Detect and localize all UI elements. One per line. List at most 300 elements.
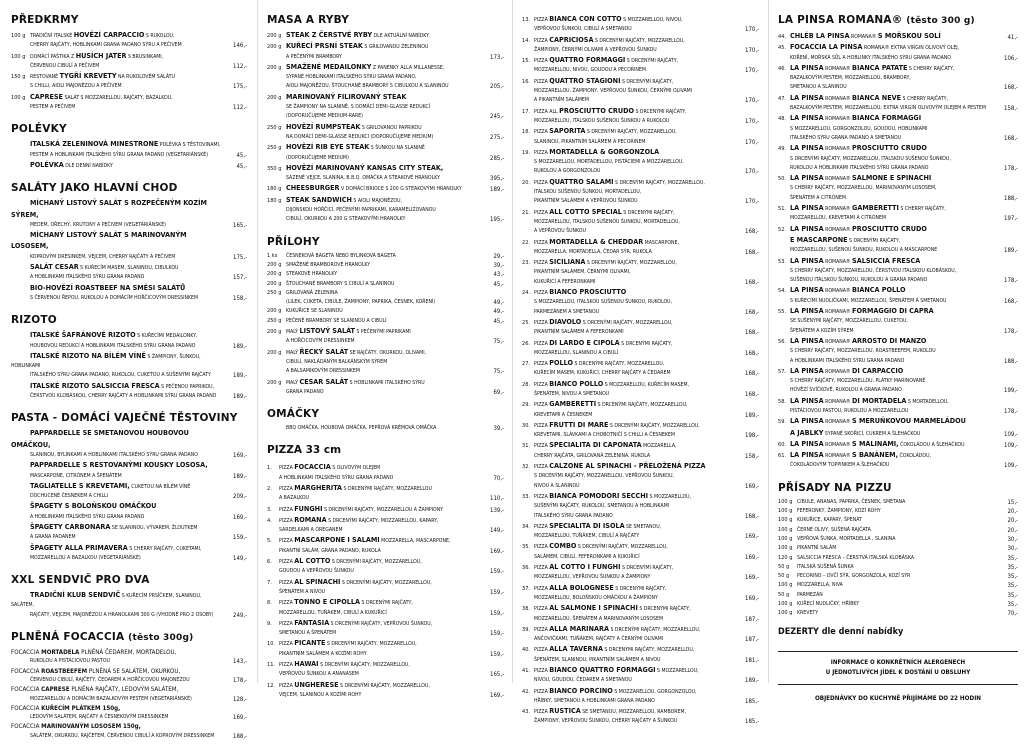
pizza-line (778, 143, 1018, 154)
item-name: ITALSKÉ ŠAFRÁNOVÉ RIZOTO (30, 330, 136, 340)
pizza-description: S OLIVOVÝM OLEJEM (330, 465, 381, 472)
pizza-line (778, 214, 1018, 223)
menu-item-line (11, 685, 247, 694)
section-gap (11, 171, 247, 182)
pizza-number: 47. (778, 95, 787, 102)
pizza-number: 20. (522, 179, 531, 186)
item-price: 189,- (233, 372, 247, 380)
pizza-line (522, 257, 759, 268)
item-description: FOCACCIA (11, 686, 42, 694)
pizza-description: S DRCENÝMI RAJČATY, MOZZARELLOU, ITALSKOU SUŠENOU ŠUNKOU, (790, 155, 951, 162)
item-name: TYGŘÍ KREVETY (59, 71, 117, 81)
item-description: FOCACCIA (11, 704, 42, 712)
item-price: 205,- (490, 83, 504, 91)
pizza-line (522, 553, 759, 562)
item-price: 169,- (233, 451, 247, 459)
menu-item-line (11, 522, 247, 533)
item-description: MEDEM, OŘECHY, KRUTONY A PEČIVEM (VEGETARIÁNSKÉ) (30, 221, 166, 228)
menu-item-line (11, 92, 247, 103)
pizza-description: MOZZARELLOU, NIVOU, GOUDOU A PECORINEM (534, 67, 646, 74)
pizza-description: MOZZARELLOU, ITALSKOU SUŠENOU ŠUNKOU, MORTADELLOU, (534, 218, 680, 225)
item-description: SÁZENÉ VEJCE, SLANINA, B.B.Q. OMÁČKA A STEAKOVÉ HRANOLKY (286, 175, 440, 182)
pizza-line (778, 416, 1018, 427)
pizza-description: SUŠENOU ITALSKOU ŠUNKOU, RUKOLOU A GRANA PADANO (790, 277, 928, 284)
pizza-prefix: PIZZA (534, 709, 550, 716)
item-price: 159,- (233, 534, 247, 542)
pizza-line (522, 635, 759, 644)
item-quantity: 100 g (11, 94, 26, 101)
item-description: DOMÁCÍ PAŠTIKA Z (30, 53, 76, 60)
pizza-number: 19. (522, 149, 531, 156)
pizza-description: ROMANA® (823, 398, 853, 405)
pizza-prefix: PIZZA (279, 465, 295, 472)
pizza-line (522, 472, 759, 481)
pizza-number: 4. (267, 517, 272, 524)
pizza-description: ROMANA® (823, 226, 853, 233)
menu-item-line (267, 347, 504, 358)
pizza-description: ROMANA® (823, 288, 853, 295)
desserts-note: DEZERTY dle denní nabídky (778, 626, 904, 637)
pizza-line (267, 577, 504, 588)
pizza-price: 168,- (1004, 134, 1018, 142)
pizza-price: 168,- (1004, 297, 1018, 305)
item-description: SALÁT S MOZZARELLOU, RAJČATY, BAZALKOU, (62, 94, 173, 101)
pizza-description: NIVOU, GOUDOU, ČEDAREM A SMETANOU (534, 677, 632, 684)
item-price: 165,- (233, 221, 247, 229)
pizza-price: 168,- (745, 390, 759, 398)
pizza-price: 188,- (1004, 194, 1018, 202)
menu-item-line (778, 581, 1018, 590)
item-description: PLNĚNÁ RAJČATY, LEDOVÝM SALÁTEM, (69, 686, 179, 694)
pizza-name: BIANCA POMODORI SECCHI (549, 490, 649, 500)
pizza-prefix: PIZZA (534, 626, 550, 633)
pizza-line (778, 386, 1018, 395)
pizza-number: 13. (522, 17, 531, 23)
pizza-description: A VEPŘOVOU ŠUNKOU (534, 228, 586, 235)
menu-item-line (11, 657, 247, 666)
column-divider (768, 0, 769, 683)
pizza-line (778, 347, 1018, 356)
item-price: 75,- (493, 368, 504, 376)
menu-item-line (11, 648, 247, 657)
pizza-description: S CHERRY RAJČATY, MOZZARELLOU, PLÁTKY MARINOVANÉ (790, 378, 926, 385)
pizza-number: 42. (522, 688, 531, 695)
menu-item-line (11, 160, 247, 171)
item-price: 39,- (493, 261, 504, 269)
pizza-prefix: PIZZA (534, 544, 550, 551)
pizza-prefix: PIZZA (534, 606, 550, 613)
menu-item-line (11, 392, 247, 401)
item-price: 35,- (1007, 563, 1018, 571)
pizza-number: 15. (522, 58, 531, 65)
menu-item-line (267, 317, 504, 326)
menu-item-line (778, 554, 1018, 563)
pizza-prefix: PIZZA (279, 506, 295, 513)
pizza-line (522, 379, 759, 390)
pizza-description: S DRCENÝMI RAJČATY, (360, 600, 413, 607)
item-name: HOVĚZÍ RIB EYE STEAK (286, 142, 370, 152)
item-description: AIOLI MAJONÉZOU, ŠTOUCHANÉ BRAMBORY S CIBULKOU A SLANINOU (286, 83, 449, 90)
menu-item-line (267, 307, 504, 316)
pizza-line (778, 428, 1018, 439)
pizza-name: PROSCIUTTO CRUDO (852, 223, 927, 233)
pizza-line (778, 439, 1018, 450)
pizza-number: 3. (267, 506, 272, 513)
pizza-description: ŽAMPIONY, ČERNÝMI OLIVAMI A VEPŘOVOU ŠUNKOU (534, 46, 657, 53)
item-description: KUŘECÍ NUDLIČKY, HŘÍBKY (797, 601, 860, 608)
pizza-number: 9. (267, 620, 272, 627)
pizza-name: QUATTRO SALAMI (549, 176, 614, 186)
pizza-price: 168,- (745, 512, 759, 520)
section-title-text: MASA A RYBY (267, 14, 350, 26)
pizza-price: 170,- (745, 46, 759, 54)
pizza-description: S CHERRY RAJČATY, (901, 95, 949, 102)
item-quantity: 100 g (778, 601, 793, 608)
pizza-prefix: PIZZA (534, 585, 550, 592)
pizza-line (522, 594, 759, 603)
pizza-line (778, 134, 1018, 143)
pizza-name: MORTADELLA & CHEDDAR (549, 236, 644, 246)
item-price: 249,- (233, 611, 247, 619)
item-quantity: 150 g (11, 74, 26, 81)
item-price: 275,- (490, 133, 504, 141)
pizza-description: A BAZALKOU (279, 495, 309, 502)
pizza-prefix: PIZZA (534, 37, 550, 44)
item-description: MOZZARELLOU A DOMÁCÍM BAZALKOVÝM PESTEM (VEGETARIÁNSKÉ) (30, 695, 192, 702)
pizza-line (778, 93, 1018, 104)
pizza-description: SARDELKAMI A OREGANEM (279, 527, 343, 534)
item-price: 20,- (1007, 526, 1018, 534)
pizza-description: ROMANA® (823, 116, 853, 123)
section-gap (11, 563, 247, 574)
pizza-number: 34. (522, 523, 531, 530)
pizza-prefix: PIZZA (534, 179, 550, 186)
pizza-name: CALZONE AL SPINACHI - PŘELOŽENÁ PIZZA (549, 461, 706, 471)
pizza-line (522, 665, 759, 676)
pizza-number: 36. (522, 565, 531, 572)
pizza-line (778, 276, 1018, 285)
item-quantity: 100 g (778, 517, 793, 524)
pizza-line (522, 227, 759, 236)
pizza-description: MOZZARELLA, MASCARPONE, (379, 538, 451, 545)
pizza-name: BIANCO POLLO (549, 378, 604, 388)
item-quantity: 50 g (778, 591, 790, 598)
pizza-description: PIKANTNÍM SALÁMEM A KOZÍMI ROHY (279, 650, 367, 657)
pizza-description: S DRCENÝMI RAJČATY, MOZZARELLOU, (613, 179, 705, 186)
item-description: PLNĚNÁ ČEDAREM, MORTADELOU, (79, 649, 177, 657)
pizza-description: BAZALKOVÝM PESTEM, MOZZARELLOU, BRAMBORY, (790, 75, 911, 82)
pizza-description: ROMANA® EXTRA VIRGIN OLIVOVÝ OLEJ, (862, 45, 960, 52)
item-price: 175,- (233, 83, 247, 91)
item-description: S HOBLINKAMI ITALSKÉHO SÝRU (348, 379, 425, 386)
pizza-description: ROMANA® (823, 338, 853, 345)
pizza-description: S MOZZARELLOU, KUŘECÍM MASEM, (603, 381, 689, 388)
pizza-line (778, 407, 1018, 416)
pizza-prefix: PIZZA (279, 600, 295, 607)
menu-item-line (267, 326, 504, 337)
pizza-line (522, 399, 759, 410)
pizza-price: 169,- (745, 482, 759, 490)
item-description: A GRANA PADANEM (30, 534, 76, 541)
pizza-description: S DRCENÝMI RAJČATY, MOZZARELLOU, (585, 129, 677, 136)
menu-item-line (11, 472, 247, 481)
pizza-prefix: PIZZA (534, 668, 550, 674)
pizza-line (778, 377, 1018, 386)
allergen-info-line: INFORMACE O KONKRÉTNÍCH ALERGENECH (830, 658, 966, 666)
pizza-price: 110,- (490, 495, 504, 503)
pizza-name: MORTADELLA & GORGONZOLA (549, 146, 660, 156)
item-description: CIBULÍ, NAKLÁDANÝM BALKÁNSKÝM SÝREM (286, 358, 388, 365)
pizza-price: 168,- (745, 370, 759, 378)
section-title (11, 412, 247, 425)
item-name: STEAK Z ČERSTVÉ RYBY (286, 30, 373, 39)
menu-column-4 (778, 14, 1018, 702)
pizza-line (522, 686, 759, 697)
pizza-line (778, 327, 1018, 336)
pizza-price: 178,- (1004, 407, 1018, 415)
section-gap (11, 303, 247, 314)
menu-item-line (11, 273, 247, 282)
menu-item-line (267, 367, 504, 376)
item-description: S GRILOVANOU PAPRIKOU (360, 124, 422, 131)
pizza-number: 37. (522, 585, 531, 592)
menu-item-line (11, 253, 247, 262)
pizza-line (267, 597, 504, 608)
pizza-line (522, 287, 759, 298)
pizza-description: PISTÁCIOVOU PASTOU, RUKOLOU A MOZZARELLOU (790, 407, 909, 414)
pizza-description: S MOZZARELLOU, (655, 668, 699, 674)
item-price: 70,- (1007, 610, 1018, 618)
item-description: (DOPORUČUJEME MEDIUM-RARE) (286, 113, 364, 120)
pizza-price: 106,- (1004, 54, 1018, 62)
item-name: MARINOVANÝ FILIROVANÝ STEAK (286, 91, 407, 101)
kitchen-hours-note: OBJEDNÁVKY DO KUCHYNĚ PŘIJÍMÁME DO 22 HODIN (814, 694, 982, 702)
pizza-number: 23. (522, 260, 531, 267)
item-description: V DOMÁCÍ BRIOCE S 200 G STEAKOVÝMI HRANOLKY (339, 186, 462, 193)
item-quantity: 200 g (267, 44, 282, 51)
menu-item-line (11, 513, 247, 522)
pizza-line (778, 173, 1018, 184)
pizza-price: 109,- (1004, 441, 1018, 449)
pizza-line (778, 104, 1018, 113)
pizza-line (267, 494, 504, 503)
item-quantity: 200 g (267, 271, 282, 278)
pizza-line (267, 535, 504, 546)
pizza-description: ROMANA® (823, 453, 853, 460)
pizza-name: FORMAGGIO DI CAPRA (852, 306, 934, 316)
menu-item-line (267, 142, 504, 153)
pizza-prefix: PIZZA (534, 239, 550, 246)
item-quantity: 100 g (778, 526, 793, 533)
menu-item-line (267, 424, 504, 433)
pizza-price: 189,- (1004, 247, 1018, 255)
pizza-line (778, 155, 1018, 164)
pizza-number: 2. (267, 485, 272, 492)
menu-item-line (11, 342, 247, 351)
section-title-text: PASTA - DOMÁCÍ VAJEČNÉ TĚSTOVINY (11, 412, 238, 425)
menu-item-line (11, 381, 247, 392)
pizza-price: 168,- (745, 278, 759, 286)
item-name: POLÉVKA (30, 159, 64, 169)
pizza-description: ROMANA® (823, 419, 853, 426)
menu-item-line (11, 492, 247, 501)
pizza-line (778, 396, 1018, 407)
pizza-line (522, 177, 759, 188)
menu-item-line (11, 82, 247, 91)
menu-item-line (778, 526, 1018, 535)
pizza-description: SMETANOU A ŠPENÁTEM (279, 630, 337, 637)
menu-item-line (267, 30, 504, 41)
pizza-line (522, 308, 759, 317)
pizza-description: ROMANA® (823, 65, 853, 72)
pizza-description: PIKANTNÍM SALÁMEM, ČERNÝMI OLIVAMI, (534, 269, 631, 276)
pizza-line (522, 25, 759, 34)
pizza-prefix: PIZZA (534, 443, 550, 450)
item-quantity: 100 g (778, 498, 793, 505)
pizza-description: S MORTADELLOU, (906, 398, 949, 405)
pizza-number: 54. (778, 288, 787, 295)
pizza-line (778, 297, 1018, 306)
menu-item-line (267, 215, 504, 224)
pizza-name: S MOŘSKOU SOLÍ (877, 31, 941, 40)
pizza-description: S DRCENÝMI RAJČATY, (634, 108, 687, 115)
item-price: 178,- (233, 676, 247, 684)
pizza-number: 55. (778, 309, 787, 316)
menu-item-line (11, 428, 247, 451)
pizza-line (522, 532, 759, 541)
item-price: 285,- (490, 154, 504, 162)
item-description: S ŽAMPIONY, ŠUNKOU, HOBLINKAMI (11, 353, 201, 370)
section-title-note: (těsto 300 g) (906, 16, 975, 26)
pizza-name: BIANCA CON COTTO (549, 14, 622, 23)
item-description: S AIOLI MAJONÉZOU, (351, 197, 403, 204)
pizza-line (778, 357, 1018, 366)
pizza-name: SPECIALITA DI ISOLA (549, 520, 625, 530)
pizza-description: MOZZARELLOU, ŠPENÁTEM A MARINOVANÝM LOSOSEM (534, 615, 663, 622)
item-description: SE RAJČATY, OKURKOU, OLIVAMI, (348, 349, 427, 356)
pizza-name: UNGHERESE (294, 679, 339, 689)
pizza-name: GAMBERETTI (549, 399, 597, 409)
pizza-name: LA PINSA (790, 203, 824, 213)
pizza-number: 57. (778, 368, 787, 375)
pizza-line (778, 235, 1018, 246)
pizza-description: VEPŘOVOU ŠUNKOU, CIBULÍ A SMETANOU (534, 26, 632, 33)
pizza-description: S DRCENÝMI RAJČATY, (620, 78, 674, 85)
item-description: PECORINO – OVČÍ SÝR, GORGONZOLA, KOZÍ SÝR (797, 573, 911, 580)
item-description: VEPŘOVÁ ŠUNKA, MORTADELLA , SLANINA (797, 535, 896, 542)
item-quantity: 100 g (778, 582, 793, 589)
pizza-name: LA PINSA (790, 306, 824, 316)
pizza-prefix: PIZZA (534, 361, 550, 368)
menu-item-line (267, 92, 504, 103)
menu-item-line (778, 600, 1018, 609)
item-description: FOCACCIA (11, 723, 42, 731)
pizza-description: KREVETAMI A ČESNEKEM (534, 411, 593, 418)
pizza-description: ROMANA® (823, 176, 853, 183)
pizza-name: ALLA TAVERNA (549, 644, 603, 654)
menu-item-line (11, 722, 247, 731)
pizza-name: DI LARDO E CIPOLA (549, 337, 620, 347)
item-name: CAPRESE (30, 91, 63, 101)
item-description: CHERRY RAJČATY, HOBLINKAMI GRANA PADANO SÝRU A PEČIVEM (30, 42, 182, 49)
pizza-description: ČOKOLÁDOU A ŠLEHAČKOU (898, 441, 965, 448)
menu-column-1 (11, 14, 247, 740)
pinsa-section-title (778, 14, 1018, 28)
pizza-line (522, 106, 759, 117)
menu-item-line (778, 516, 1018, 525)
item-name: KUŘECÍ PRSNÍ STEAK (286, 41, 363, 51)
pizza-price: 159,- (490, 650, 504, 658)
pizza-description: ČOKOLÁDOU, (898, 453, 931, 460)
item-name: ITALSKÁ ZELENINOVÁ MINESTRONE (30, 139, 159, 149)
item-quantity: 200 g (267, 64, 282, 71)
pizza-price: 168,- (745, 308, 759, 316)
pizza-price: 168,- (1004, 84, 1018, 92)
pizza-number: 16. (522, 78, 531, 85)
section-title-text: RIZOTO (11, 314, 57, 327)
pizza-line (778, 83, 1018, 92)
pizza-line (522, 207, 759, 218)
pizza-description: MASCARPONE, (643, 239, 679, 246)
item-description: PESTEM A PEČIVEM (30, 104, 76, 111)
pizza-number: 58. (778, 398, 787, 405)
menu-item-line (267, 133, 504, 142)
menu-item-line (267, 337, 504, 346)
item-description: SE SLANINOU, VÝVAREM, ŽLOUTKEM (110, 524, 198, 531)
item-description: S CHILLI, AIOLI MAJONÉZOU A PEČIVEM (30, 83, 122, 90)
pizza-description: MOZZARELLOU, KREVETAMI A CITRÓNEM (790, 215, 886, 222)
pizza-line (522, 656, 759, 665)
pizza-name: LA PINSA (790, 416, 824, 426)
pizza-description: SALÁMEM, CIBULÍ, FEFERONKAMI A KUKUŘICÍ (534, 553, 640, 560)
pizza-line (778, 285, 1018, 296)
pizza-name: PROSCIUTTO CRUDO (852, 143, 927, 153)
pizza-description: ŠPENÁTEM, SLANINOU, PIKANTNÍM SALÁMEM A NIVOU (534, 656, 661, 663)
pizza-description: ROMANA® (823, 146, 853, 153)
pizza-line (522, 644, 759, 655)
pizza-description: ŠPENÁTEM A CITRÓNEM (790, 194, 846, 201)
pizza-line (267, 515, 504, 526)
item-description: Z PANENKY ALLA MILLANESSE, (371, 64, 445, 71)
pizza-name: LA PINSA (790, 335, 824, 345)
item-quantity: 200 g (267, 329, 282, 336)
pizza-price: 159,- (490, 630, 504, 638)
pizza-price: 169,- (745, 574, 759, 582)
item-description: S GRILOVANOU ZELENINOU (362, 44, 429, 51)
pizza-line (522, 420, 759, 431)
pizza-number: 52. (778, 226, 787, 233)
menu-item-line (11, 230, 247, 253)
menu-item-line (11, 30, 247, 41)
pizza-line (778, 63, 1018, 74)
pizza-description: KUŘECÍM MASEM, KUKUŘICÍ, CHERRY RAJČATY A ČEDAREM (534, 370, 671, 377)
pizza-description: MOZZARELLOU, TUŇÁKEM, CIBULÍ A KUKUŘICÍ (279, 609, 387, 616)
item-name: ITALSKÉ RIZOTO NA BÍLÉM VÍNĚ (30, 350, 146, 360)
item-quantity: 50 g (778, 573, 790, 580)
pizza-description: S DRCENÝMI RAJČATY, MOZZARELLOU, (330, 559, 422, 566)
item-name: MORTADELA (41, 649, 80, 657)
menu-column-2 (267, 14, 504, 699)
pizza-name: COMBO (549, 541, 577, 551)
pizza-line (522, 197, 759, 206)
allergen-info-line: U JEDNOTLIVÝCH JÍDEL K DOSTÁNÍ U OBSLUHY (825, 668, 971, 676)
menu-item-line (11, 41, 247, 50)
pizza-name: POLLO (549, 358, 573, 368)
pizza-line (522, 521, 759, 532)
pizza-price: 139,- (490, 506, 504, 514)
item-description: DOCHUCENÉ ČESNEKEM A CHILLI (30, 493, 109, 500)
pizza-line (522, 338, 759, 349)
